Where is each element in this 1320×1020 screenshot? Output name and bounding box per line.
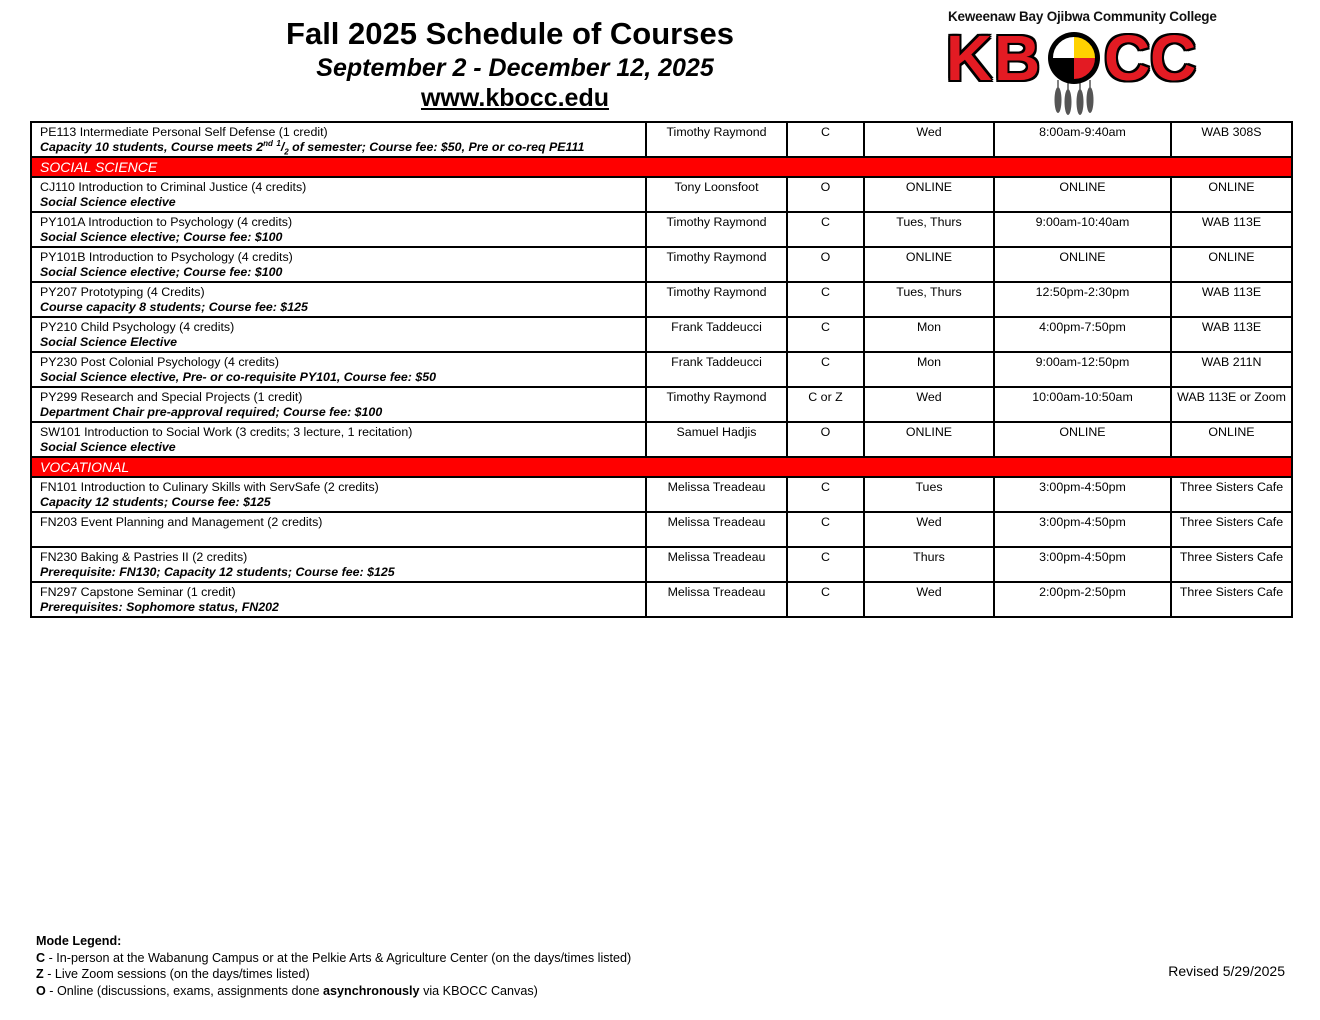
table-row <box>31 547 1292 582</box>
room-cell: WAB 211N <box>1171 352 1292 387</box>
time-cell: 3:00pm-4:50pm <box>994 477 1171 512</box>
days-cell: Tues, Thurs <box>864 212 994 247</box>
course-cell <box>31 547 646 582</box>
legend-item-z: Z - Live Zoom sessions (on the days/times listed) <box>36 967 310 981</box>
instructor-cell: Melissa Treadeau <box>646 582 787 617</box>
table-row <box>31 122 1292 157</box>
course-title: FN101 Introduction to Culinary Skills with ServSafe (2 credits) <box>40 480 379 494</box>
course-title: PY101B Introduction to Psychology (4 credits) <box>40 250 293 264</box>
course-cell <box>31 387 646 422</box>
time-cell: 2:00pm-2:50pm <box>994 582 1171 617</box>
instructor-cell: Timothy Raymond <box>646 387 787 422</box>
room-cell: Three Sisters Cafe <box>1171 477 1292 512</box>
section-header <box>31 157 1292 177</box>
days-cell: ONLINE <box>864 422 994 457</box>
course-note: Capacity 10 students, Course meets 2nd $^1/_2$ of semester; Course fee: $50, Pre or co-req PE111 <box>40 138 585 157</box>
instructor-cell: Melissa Treadeau <box>646 477 787 512</box>
instructor-cell: Samuel Hadjis <box>646 422 787 457</box>
mode-cell: C <box>787 282 864 317</box>
course-title: SW101 Introduction to Social Work (3 credits; 3 lecture, 1 recitation) <box>40 425 413 439</box>
instructor-cell: Timothy Raymond <box>646 122 787 157</box>
instructor-cell: Tony Loonsfoot <box>646 177 787 212</box>
table-row <box>31 477 1292 512</box>
mode-cell: C or Z <box>787 387 864 422</box>
room-cell: Three Sisters Cafe <box>1171 512 1292 547</box>
course-note: Social Science Elective <box>40 335 178 349</box>
mode-cell: C <box>787 122 864 157</box>
days-cell: Mon <box>864 352 994 387</box>
days-cell: Wed <box>864 122 994 157</box>
medicine-wheel-icon <box>1044 30 1104 120</box>
room-cell: WAB 113E or Zoom <box>1171 387 1292 422</box>
course-note: Social Science elective <box>40 195 176 209</box>
course-title: PY101A Introduction to Psychology (4 credits) <box>40 215 293 229</box>
course-title: FN230 Baking & Pastries II (2 credits) <box>40 550 248 564</box>
page-title: Fall 2025 Schedule of Courses <box>286 16 734 51</box>
course-title: PY207 Prototyping (4 Credits) <box>40 285 205 299</box>
logo-letter-c1: C <box>1104 22 1151 94</box>
table-row <box>31 177 1292 212</box>
course-cell <box>31 212 646 247</box>
course-cell <box>31 582 646 617</box>
room-cell: WAB 113E <box>1171 317 1292 352</box>
course-note: Prerequisites: Sophomore status, FN202 <box>40 600 279 614</box>
days-cell: Thurs <box>864 547 994 582</box>
time-cell: 10:00am-10:50am <box>994 387 1171 422</box>
course-note: Department Chair pre-approval required; Course fee: $100 <box>40 405 383 419</box>
room-cell: ONLINE <box>1171 247 1292 282</box>
logo-letter-b: B <box>994 22 1041 94</box>
logo-tagline: Keweenaw Bay Ojibwa Community College <box>948 9 1217 24</box>
logo-letter-k: K <box>946 22 993 94</box>
date-range: September 2 - December 12, 2025 <box>316 54 714 82</box>
room-cell: ONLINE <box>1171 422 1292 457</box>
course-note: Social Science elective; Course fee: $100 <box>40 230 283 244</box>
days-cell: Tues, Thurs <box>864 282 994 317</box>
legend-title: Mode Legend: <box>36 934 122 948</box>
mode-cell: C <box>787 582 864 617</box>
mode-cell: C <box>787 317 864 352</box>
page-header <box>0 0 1320 120</box>
course-cell <box>31 282 646 317</box>
instructor-cell: Melissa Treadeau <box>646 547 787 582</box>
mode-cell: C <box>787 352 864 387</box>
course-title: CJ110 Introduction to Criminal Justice (4 credits) <box>40 180 307 194</box>
course-schedule-table <box>30 121 1293 618</box>
days-cell: Wed <box>864 387 994 422</box>
table-row <box>31 352 1292 387</box>
course-note: Prerequisite: FN130; Capacity 12 students; Course fee: $125 <box>40 565 395 579</box>
mode-cell: C <box>787 212 864 247</box>
mode-cell: C <box>787 547 864 582</box>
time-cell: ONLINE <box>994 422 1171 457</box>
time-cell: 3:00pm-4:50pm <box>994 512 1171 547</box>
days-cell: ONLINE <box>864 247 994 282</box>
course-note: Social Science elective, Pre- or co-requisite PY101, Course fee: $50 <box>40 370 436 384</box>
room-cell: WAB 113E <box>1171 282 1292 317</box>
course-cell <box>31 477 646 512</box>
instructor-cell: Frank Taddeucci <box>646 317 787 352</box>
mode-cell: C <box>787 512 864 547</box>
section-header <box>31 457 1292 477</box>
course-cell <box>31 317 646 352</box>
time-cell: 4:00pm-7:50pm <box>994 317 1171 352</box>
table-row <box>31 387 1292 422</box>
course-title: PY230 Post Colonial Psychology (4 credits) <box>40 355 279 369</box>
time-cell: ONLINE <box>994 247 1171 282</box>
time-cell: ONLINE <box>994 177 1171 212</box>
course-title: PY210 Child Psychology (4 credits) <box>40 320 235 334</box>
mode-cell: O <box>787 247 864 282</box>
table-row <box>31 512 1292 547</box>
days-cell: Tues <box>864 477 994 512</box>
instructor-cell: Timothy Raymond <box>646 282 787 317</box>
table-row <box>31 582 1292 617</box>
course-note: Social Science elective; Course fee: $100 <box>40 265 283 279</box>
course-title: PE113 Intermediate Personal Self Defense (1 credit) <box>40 125 328 139</box>
instructor-cell: Frank Taddeucci <box>646 352 787 387</box>
course-cell <box>31 422 646 457</box>
course-cell <box>31 122 646 157</box>
time-cell: 9:00am-12:50pm <box>994 352 1171 387</box>
website-link[interactable]: www.kbocc.edu <box>420 84 609 112</box>
instructor-cell: Melissa Treadeau <box>646 512 787 547</box>
time-cell: 12:50pm-2:30pm <box>994 282 1171 317</box>
room-cell: ONLINE <box>1171 177 1292 212</box>
course-cell <box>31 177 646 212</box>
course-cell <box>31 352 646 387</box>
section-title: SOCIAL SCIENCE <box>31 157 1292 177</box>
mode-legend <box>36 933 631 999</box>
mode-cell: O <box>787 177 864 212</box>
course-title: FN297 Capstone Seminar (1 credit) <box>40 585 236 599</box>
room-cell: Three Sisters Cafe <box>1171 582 1292 617</box>
table-row <box>31 282 1292 317</box>
days-cell: ONLINE <box>864 177 994 212</box>
table-row <box>31 247 1292 282</box>
time-cell: 9:00am-10:40am <box>994 212 1171 247</box>
time-cell: 3:00pm-4:50pm <box>994 547 1171 582</box>
room-cell: WAB 113E <box>1171 212 1292 247</box>
revised-date: Revised 5/29/2025 <box>1168 963 1285 979</box>
course-note: Social Science elective <box>40 440 176 454</box>
legend-item-c: C - In-person at the Wabanung Campus or at the Pelkie Arts & Agriculture Center (on the days/times listed) <box>36 950 632 965</box>
time-cell: 8:00am-9:40am <box>994 122 1171 157</box>
legend-item-o: O - Online (discussions, exams, assignments done asynchronously via KBOCC Canvas) <box>36 983 538 998</box>
course-title: PY299 Research and Special Projects (1 credit) <box>40 390 303 404</box>
days-cell: Wed <box>864 512 994 547</box>
course-note: Capacity 12 students; Course fee: $125 <box>40 495 271 509</box>
mode-cell: C <box>787 477 864 512</box>
mode-cell: O <box>787 422 864 457</box>
course-note: Course capacity 8 students; Course fee: $125 <box>40 300 308 314</box>
kbocc-logo <box>940 6 1217 114</box>
days-cell: Wed <box>864 582 994 617</box>
table-row <box>31 422 1292 457</box>
logo-letter-c2: C <box>1150 22 1197 94</box>
room-cell: Three Sisters Cafe <box>1171 547 1292 582</box>
course-cell <box>31 247 646 282</box>
instructor-cell: Timothy Raymond <box>646 212 787 247</box>
room-cell: WAB 308S <box>1171 122 1292 157</box>
days-cell: Mon <box>864 317 994 352</box>
course-cell <box>31 512 646 547</box>
table-row <box>31 317 1292 352</box>
course-title: FN203 Event Planning and Management (2 credits) <box>40 515 323 529</box>
table-row <box>31 212 1292 247</box>
instructor-cell: Timothy Raymond <box>646 247 787 282</box>
section-title: VOCATIONAL <box>31 457 1292 477</box>
